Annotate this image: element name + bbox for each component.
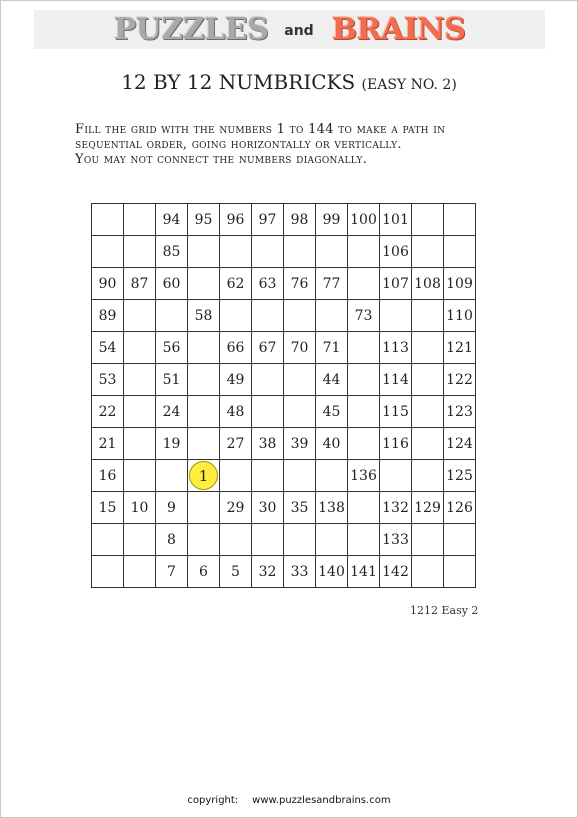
grid-cell[interactable]: 101	[380, 204, 412, 236]
grid-cell[interactable]	[348, 364, 380, 396]
grid-cell[interactable]: 10	[124, 492, 156, 524]
grid-cell[interactable]	[348, 524, 380, 556]
grid-cell[interactable]	[92, 524, 124, 556]
grid-cell[interactable]: 22	[92, 396, 124, 428]
grid-cell[interactable]: 115	[380, 396, 412, 428]
grid-cell[interactable]: 6	[188, 556, 220, 588]
grid-cell[interactable]: 32	[252, 556, 284, 588]
grid-cell[interactable]	[444, 204, 476, 236]
grid-cell[interactable]	[284, 396, 316, 428]
grid-cell[interactable]: 136	[348, 460, 380, 492]
grid-cell[interactable]: 60	[156, 268, 188, 300]
copyright-label: copyright:	[187, 795, 239, 806]
grid-cell[interactable]	[412, 396, 444, 428]
grid-row	[92, 204, 476, 236]
grid-cell[interactable]: 87	[124, 268, 156, 300]
instruction-line: sequential order, going horizontally or vertically.	[75, 137, 402, 152]
grid-cell[interactable]	[156, 300, 188, 332]
grid-cell[interactable]	[380, 460, 412, 492]
grid-cell[interactable]: 58	[188, 300, 220, 332]
grid-cell[interactable]: 77	[316, 268, 348, 300]
grid-cell[interactable]	[412, 300, 444, 332]
grid-cell[interactable]: 142	[380, 556, 412, 588]
grid-cell[interactable]	[252, 460, 284, 492]
grid-cell[interactable]	[444, 556, 476, 588]
grid-cell[interactable]	[316, 524, 348, 556]
grid-cell[interactable]	[220, 300, 252, 332]
grid-cell[interactable]	[252, 396, 284, 428]
grid-cell[interactable]	[284, 460, 316, 492]
grid-cell[interactable]	[124, 556, 156, 588]
grid-row	[92, 332, 476, 364]
grid-row	[92, 236, 476, 268]
grid-cell[interactable]	[412, 364, 444, 396]
grid-cell[interactable]	[284, 364, 316, 396]
grid-cell[interactable]	[124, 364, 156, 396]
grid-cell[interactable]: 53	[92, 364, 124, 396]
grid-cell[interactable]	[348, 492, 380, 524]
grid-row	[92, 268, 476, 300]
grid-cell[interactable]: 97	[252, 204, 284, 236]
grid-cell[interactable]	[124, 524, 156, 556]
puzzle-grid	[91, 203, 476, 588]
grid-cell[interactable]: 122	[444, 364, 476, 396]
grid-cell[interactable]: 95	[188, 204, 220, 236]
grid-cell[interactable]	[412, 204, 444, 236]
grid-cell[interactable]	[316, 300, 348, 332]
grid-cell[interactable]	[188, 268, 220, 300]
instructions	[75, 122, 535, 167]
grid-cell[interactable]: 56	[156, 332, 188, 364]
grid-cell[interactable]: 51	[156, 364, 188, 396]
grid-cell[interactable]	[412, 556, 444, 588]
grid-cell[interactable]: 109	[444, 268, 476, 300]
grid-cell[interactable]: 39	[284, 428, 316, 460]
grid-cell[interactable]: 71	[316, 332, 348, 364]
grid-cell[interactable]	[124, 300, 156, 332]
grid-row	[92, 396, 476, 428]
grid-cell[interactable]: 141	[348, 556, 380, 588]
grid-cell[interactable]: 100	[348, 204, 380, 236]
grid-cell[interactable]	[220, 524, 252, 556]
grid-cell[interactable]	[412, 460, 444, 492]
grid-cell[interactable]: 16	[92, 460, 124, 492]
grid-cell[interactable]	[124, 396, 156, 428]
brand-brains: BRAINS	[331, 12, 466, 47]
grid-cell[interactable]: 38	[252, 428, 284, 460]
grid-cell[interactable]	[284, 236, 316, 268]
title-main: 12 BY 12 NUMBRICKS	[121, 70, 356, 94]
grid-cell[interactable]: 138	[316, 492, 348, 524]
grid-cell[interactable]	[316, 236, 348, 268]
grid-cell[interactable]: 73	[348, 300, 380, 332]
grid-cell[interactable]: 110	[444, 300, 476, 332]
grid-cell[interactable]: 8	[156, 524, 188, 556]
grid-cell[interactable]: 40	[316, 428, 348, 460]
grid-cell[interactable]: 125	[444, 460, 476, 492]
grid-cell[interactable]	[188, 460, 220, 492]
grid-cell[interactable]	[444, 236, 476, 268]
grid-cell[interactable]: 89	[92, 300, 124, 332]
grid-cell[interactable]: 107	[380, 268, 412, 300]
grid-cell[interactable]	[124, 428, 156, 460]
grid-cell[interactable]: 126	[444, 492, 476, 524]
grid-cell[interactable]: 113	[380, 332, 412, 364]
grid-cell[interactable]: 49	[220, 364, 252, 396]
grid-cell[interactable]	[348, 332, 380, 364]
grid-cell[interactable]: 21	[92, 428, 124, 460]
grid-cell[interactable]	[188, 492, 220, 524]
grid-cell[interactable]: 48	[220, 396, 252, 428]
grid-cell[interactable]	[444, 524, 476, 556]
grid-cell[interactable]	[348, 428, 380, 460]
grid-cell[interactable]: 66	[220, 332, 252, 364]
grid-cell[interactable]	[412, 428, 444, 460]
grid-cell[interactable]	[188, 524, 220, 556]
grid-cell[interactable]: 114	[380, 364, 412, 396]
grid-row	[92, 492, 476, 524]
grid-row	[92, 460, 476, 492]
grid-cell[interactable]: 70	[284, 332, 316, 364]
grid-cell[interactable]: 7	[156, 556, 188, 588]
grid-cell[interactable]: 54	[92, 332, 124, 364]
grid-cell[interactable]: 123	[444, 396, 476, 428]
instruction-line: Fill the grid with the numbers 1 to 144 to make a path in	[75, 122, 446, 137]
grid-cell[interactable]: 44	[316, 364, 348, 396]
grid-cell[interactable]	[252, 236, 284, 268]
grid-cell[interactable]: 15	[92, 492, 124, 524]
grid-cell[interactable]	[412, 332, 444, 364]
grid-cell[interactable]: 94	[156, 204, 188, 236]
grid-cell[interactable]	[124, 460, 156, 492]
grid-cell[interactable]: 5	[220, 556, 252, 588]
grid-cell[interactable]: 29	[220, 492, 252, 524]
grid-cell[interactable]	[252, 524, 284, 556]
grid-cell[interactable]	[188, 236, 220, 268]
grid-cell[interactable]	[92, 556, 124, 588]
footer	[0, 795, 578, 806]
grid-cell[interactable]	[188, 396, 220, 428]
puzzle-code: 1212 Easy 2	[410, 604, 479, 617]
grid-cell[interactable]	[380, 300, 412, 332]
grid-cell[interactable]	[252, 364, 284, 396]
grid-cell[interactable]: 129	[412, 492, 444, 524]
grid-row	[92, 524, 476, 556]
grid-cell[interactable]: 90	[92, 268, 124, 300]
grid-cell[interactable]	[124, 332, 156, 364]
grid-cell[interactable]	[348, 396, 380, 428]
grid-cell[interactable]	[348, 268, 380, 300]
grid-cell[interactable]: 96	[220, 204, 252, 236]
grid-cell[interactable]: 108	[412, 268, 444, 300]
grid-row	[92, 364, 476, 396]
grid-cell[interactable]: 85	[156, 236, 188, 268]
grid-cell[interactable]: 106	[380, 236, 412, 268]
grid-cell[interactable]: 19	[156, 428, 188, 460]
grid-cell[interactable]: 121	[444, 332, 476, 364]
grid-cell[interactable]: 45	[316, 396, 348, 428]
grid-cell[interactable]	[92, 236, 124, 268]
grid-cell[interactable]: 133	[380, 524, 412, 556]
grid-row	[92, 428, 476, 460]
grid-cell[interactable]	[156, 460, 188, 492]
grid-cell[interactable]: 99	[316, 204, 348, 236]
grid-cell[interactable]	[412, 524, 444, 556]
site-banner	[34, 10, 545, 49]
grid-cell[interactable]: 132	[380, 492, 412, 524]
grid-cell[interactable]	[412, 236, 444, 268]
grid-cell[interactable]	[188, 332, 220, 364]
brand-puzzles: PUZZLES	[113, 12, 269, 47]
grid-cell[interactable]: 30	[252, 492, 284, 524]
grid-cell[interactable]: 62	[220, 268, 252, 300]
grid-cell[interactable]	[220, 460, 252, 492]
grid-cell[interactable]	[284, 524, 316, 556]
grid-cell[interactable]: 24	[156, 396, 188, 428]
copyright-url: www.puzzlesandbrains.com	[252, 795, 391, 806]
page-title	[0, 70, 578, 94]
instruction-line: You may not connect the numbers diagonally.	[75, 152, 368, 167]
grid-cell[interactable]: 63	[252, 268, 284, 300]
start-cell-marker: 1	[189, 461, 218, 490]
grid-row	[92, 556, 476, 588]
grid-cell[interactable]: 9	[156, 492, 188, 524]
grid-cell[interactable]	[188, 428, 220, 460]
grid-cell[interactable]	[124, 236, 156, 268]
grid-cell[interactable]	[92, 204, 124, 236]
grid-cell[interactable]: 116	[380, 428, 412, 460]
grid-cell[interactable]	[220, 236, 252, 268]
grid-cell[interactable]	[348, 236, 380, 268]
brand-and: and	[284, 22, 314, 39]
grid-row	[92, 300, 476, 332]
title-sub: (EASY NO. 2)	[361, 77, 457, 93]
grid-cell[interactable]	[124, 204, 156, 236]
grid-cell[interactable]	[188, 364, 220, 396]
grid-cell[interactable]	[252, 300, 284, 332]
grid-cell[interactable]: 33	[284, 556, 316, 588]
grid-cell[interactable]: 98	[284, 204, 316, 236]
grid-cell[interactable]: 67	[252, 332, 284, 364]
grid-cell[interactable]	[316, 460, 348, 492]
grid-cell[interactable]: 124	[444, 428, 476, 460]
grid-cell[interactable]: 76	[284, 268, 316, 300]
grid-cell[interactable]: 140	[316, 556, 348, 588]
grid-cell[interactable]: 35	[284, 492, 316, 524]
grid-cell[interactable]	[284, 300, 316, 332]
grid-cell[interactable]: 27	[220, 428, 252, 460]
